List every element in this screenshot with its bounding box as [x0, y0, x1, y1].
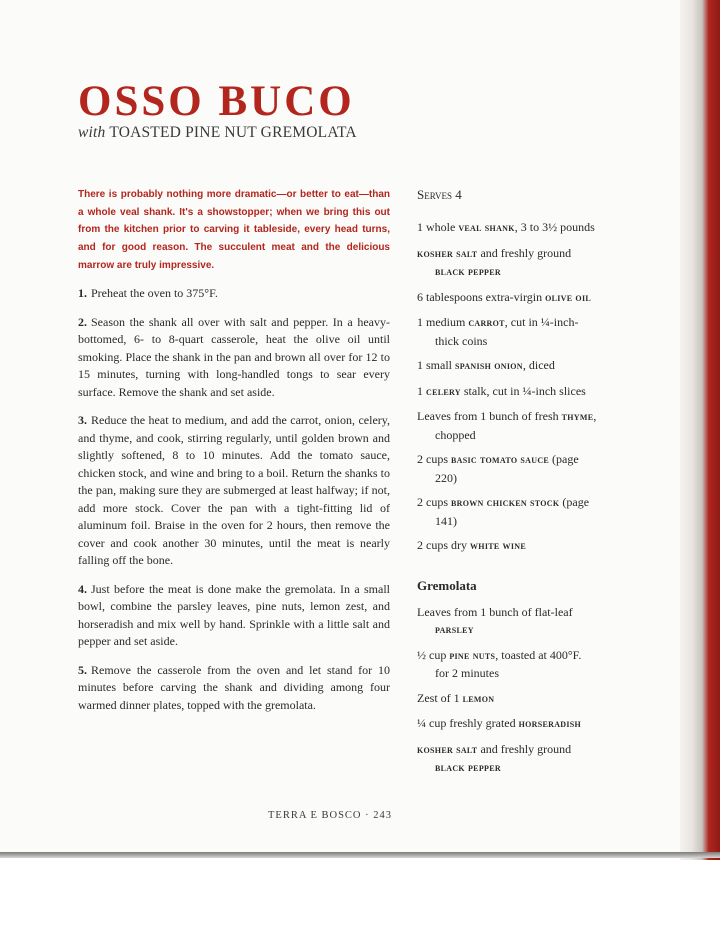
ingredient-note: (page 141) [435, 495, 590, 528]
step-number: 4. [78, 581, 87, 596]
ingredient-item [417, 357, 597, 376]
ingredient-item [417, 451, 597, 487]
ingredient-item [417, 383, 597, 402]
step-3 [78, 412, 390, 570]
ingredient-item [417, 314, 597, 350]
page-edge-shadow [0, 852, 720, 858]
method-steps [78, 285, 390, 725]
ingredient-name: spanish onion [455, 360, 523, 372]
serves-line: Serves 4 [417, 187, 462, 202]
ingredient-name: pine nuts [449, 649, 496, 662]
ingredient-quantity: Leaves from 1 bunch of fresh [417, 409, 562, 423]
ingredient-quantity: ¼ cup freshly grated [417, 716, 519, 730]
step-text: Reduce the heat to medium, and add the carrot, onion, celery, and thyme, and cook, stirring regularly, until golden brown and slightly softened, 8 to 10 minutes. Add the tomato sauce, chicken stock, and wine and bring to a boil. Return the shanks to the pan, making sure they are submerged at least halfway; if not, add more stock. Cover the pan with a tight-fitting lid of aluminum foil. Braise in the oven for 2 hours, then remove the cover and cook another 30 minutes, until the meat is nearly falling off the bone. [78, 413, 390, 567]
step-text: Remove the casserole from the oven and let stand for 10 minutes before carving the shank and dividing among four warmed dinner plates, topped with the gremolata. [78, 662, 390, 712]
ingredient-item [417, 289, 597, 308]
ingredient-quantity: 1 whole [417, 220, 459, 234]
ingredient-name: veal shank [458, 222, 515, 234]
ingredient-quantity: 2 cups [417, 495, 451, 509]
gremolata-item [417, 647, 597, 683]
ingredients-column [417, 187, 597, 785]
step-4 [78, 581, 390, 651]
step-5 [78, 662, 390, 715]
ingredient-note: , chopped [435, 409, 597, 442]
gremolata-item [417, 690, 597, 709]
ingredient-name: horseradish [518, 718, 582, 730]
ingredient-note: , 3 to 3½ pounds [514, 220, 595, 234]
book-spine [680, 0, 720, 860]
gremolata-item [417, 715, 597, 734]
ingredient-name: kosher salt [417, 247, 478, 260]
ingredient-name: lemon [462, 692, 495, 705]
ingredient-note: , diced [522, 358, 555, 372]
gremolata-heading: Gremolata [417, 577, 477, 593]
ingredient-name: thyme [561, 411, 594, 423]
step-text: Season the shank all over with salt and pepper. In a heavy-bottomed, 6- to 8-quart casserole, heat the olive oil until smoking. Place the shank in the pan and brown all over for 12 to 15 minutes, turning with long-handled tongs to sear every surface. Remove the shank and set aside. [78, 314, 390, 399]
step-text: Preheat the oven to 375°F. [91, 286, 218, 300]
ingredient-item [417, 408, 597, 444]
ingredient-item [417, 537, 597, 556]
ingredient-quantity: 2 cups [417, 452, 451, 466]
gremolata-item [417, 741, 597, 778]
step-number: 5. [78, 662, 87, 677]
ingredient-name: carrot [468, 317, 505, 329]
recipe-intro: There is probably nothing more dramatic—or better to eat—than a whole veal shank. It's a showstopper; when we bring this out from the kitchen prior to carving it tableside, every head turns, and for good reason. The succulent meat and the delicious marrow are truly impressive. [78, 189, 390, 271]
ingredient-note: and freshly ground [477, 741, 572, 756]
step-number: 1. [78, 286, 87, 300]
ingredient-quantity: 1 small [417, 358, 455, 372]
ingredient-name: basic tomato sauce [451, 454, 550, 466]
ingredient-quantity: 1 [417, 383, 426, 398]
ingredient-name: kosher salt [417, 743, 478, 756]
ingredient-note: (page 220) [435, 452, 579, 485]
step-number: 3. [78, 413, 87, 427]
ingredient-name: white wine [470, 540, 526, 552]
ingredient-quantity: 6 tablespoons extra-virgin [417, 289, 546, 304]
ingredient-item [417, 494, 597, 530]
step-1 [78, 285, 390, 303]
subtitle-text: TOASTED PINE NUT GREMOLATA [109, 124, 357, 141]
ingredient-item [417, 245, 597, 282]
ingredient-quantity: 1 medium [417, 315, 469, 329]
ingredient-name: parsley [435, 624, 474, 636]
ingredient-quantity: Leaves from 1 bunch of flat-leaf [417, 604, 573, 619]
ingredient-quantity: ½ cup [417, 647, 450, 662]
subtitle-with: with [78, 124, 106, 141]
ingredient-item [417, 219, 597, 238]
recipe-title: OSSO BUCO [78, 78, 355, 125]
gremolata-item [417, 604, 597, 640]
step-text: Just before the meat is done make the gremolata. In a small bowl, combine the parsley leaves, pine nuts, lemon zest, and horseradish and mix well by hand. Sprinkle with a little salt and pepper and set aside. [78, 581, 390, 648]
step-number: 2. [78, 314, 87, 329]
ingredient-name-2: black pepper [435, 762, 501, 774]
ingredient-quantity: Zest of 1 [417, 690, 463, 705]
ingredient-note: , toasted at 400°F. for 2 minutes [435, 647, 582, 680]
ingredient-name: brown chicken stock [451, 497, 560, 509]
recipe-subtitle [78, 124, 357, 142]
ingredient-note: , cut in ¼-inch-thick coins [435, 315, 579, 348]
page-footer: TERRA E BOSCO · 243 [268, 810, 393, 821]
ingredient-name: olive oil [545, 291, 592, 304]
ingredient-note: and freshly ground [477, 245, 572, 260]
ingredient-note: stalk, cut in ¼-inch slices [460, 383, 586, 398]
ingredient-quantity: 2 cups dry [417, 538, 470, 552]
ingredient-name: celery [426, 385, 461, 398]
step-2 [78, 314, 390, 402]
ingredient-name-2: black pepper [435, 266, 501, 278]
